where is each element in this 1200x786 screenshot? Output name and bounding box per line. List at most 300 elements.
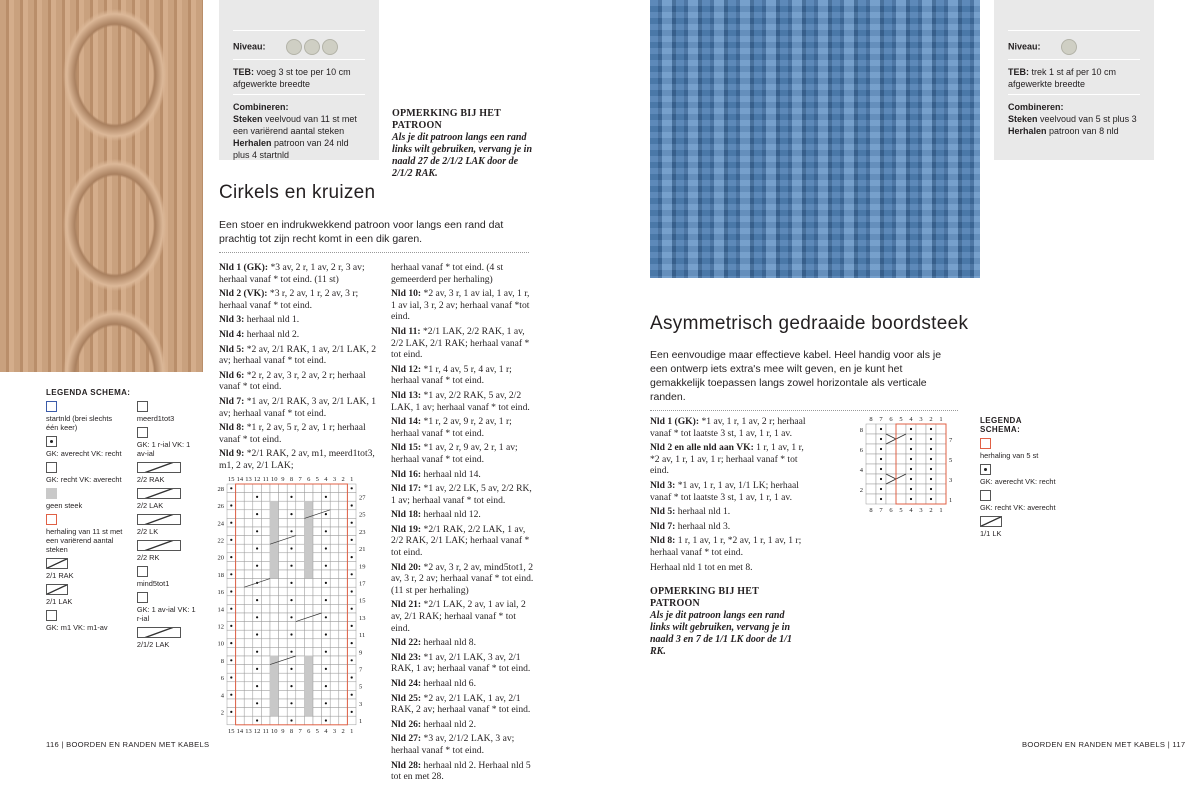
instruction-row: [650, 442, 810, 477]
chart-cell: [261, 570, 270, 579]
chart-cell: [304, 501, 313, 510]
row-label: Nld 27:: [391, 733, 422, 745]
purl-dot: [930, 438, 932, 440]
chart-cell: [270, 544, 279, 553]
column-number: 4: [909, 507, 913, 514]
chart-cell: [261, 716, 270, 725]
chart-cell: [313, 544, 322, 553]
chart-cell: [886, 474, 896, 484]
page-footer-left: 116 | BOORDEN EN RANDEN MET KABELS: [46, 740, 210, 749]
column-number: 3: [332, 727, 337, 735]
purl-dot: [325, 633, 327, 635]
purl-dot: [290, 530, 292, 532]
chart-cell: [253, 553, 262, 562]
purl-dot: [256, 668, 258, 670]
chart-cell: [236, 484, 245, 493]
chart-cell: [279, 484, 288, 493]
chart-cell: [279, 708, 288, 717]
chart-cell: [339, 518, 348, 527]
chart-cell: [236, 527, 245, 536]
legend-text: 2/2 RAK: [136, 475, 165, 484]
chart-cell: [296, 596, 305, 605]
purl-dot: [325, 565, 327, 567]
purl-dot: [290, 582, 292, 584]
purl-dot: [290, 565, 292, 567]
chart-cell: [244, 613, 253, 622]
level-dot-icon: [1061, 39, 1077, 55]
column-number: 15: [228, 727, 235, 735]
legend-item: [980, 516, 1060, 538]
instruction-row: [391, 760, 536, 783]
chart-cell: [270, 613, 279, 622]
row-number: 1: [359, 718, 363, 726]
legend-item: [137, 401, 196, 423]
cable-rib-photo-blue: [650, 0, 980, 278]
column-number: 2: [341, 476, 345, 483]
row-text: *1 av, 2 r, 9 av, 2 r, 1 av; herhaal vanaf * tot eind.: [391, 442, 518, 465]
chart-cell: [896, 444, 906, 454]
chart-cell: [236, 716, 245, 725]
chart-cell: [304, 622, 313, 631]
chart-cell: [330, 544, 339, 553]
row-text: herhaal nld 1.: [675, 506, 731, 518]
row-text: *1 r, 2 av, 5 r, 2 av, 1 r; herhaal vanaf * tot eind.: [219, 422, 366, 445]
chart-cell: [866, 474, 876, 484]
chart-cell: [330, 708, 339, 717]
chart-cell: [261, 613, 270, 622]
purl-dot: [256, 633, 258, 635]
purl-dot: [351, 556, 353, 558]
chart-cell: [347, 544, 356, 553]
level-dot-icon: [304, 39, 320, 55]
pattern-title-left: Cirkels en kruizen: [219, 182, 376, 203]
chart-cell: [287, 708, 296, 717]
chart-cell: [244, 708, 253, 717]
make-one-icon: [46, 610, 57, 621]
chart-cell: [886, 494, 896, 504]
chart-cell: [916, 464, 926, 474]
row-label: Nld 26:: [391, 718, 422, 730]
purl-dot: [930, 428, 932, 430]
purl-dot: [880, 498, 882, 500]
chart-cell: [339, 716, 348, 725]
legend-item: [980, 464, 1060, 486]
chart-cell: [279, 544, 288, 553]
chart-cell: [313, 630, 322, 639]
purl-dot: [290, 496, 292, 498]
pattern-info-box-left: [219, 0, 379, 160]
legend-text: mind5tot1: [136, 579, 170, 588]
chart-cell: [287, 673, 296, 682]
chart-cell: [253, 501, 262, 510]
chart-cell: [313, 673, 322, 682]
chart-cell: [916, 474, 926, 484]
chart-cell: [253, 673, 262, 682]
chart-cell: [339, 544, 348, 553]
knit-square-icon: [46, 462, 57, 473]
row-number: 20: [217, 554, 224, 562]
chart-cell: [270, 527, 279, 536]
chart-cell: [279, 699, 288, 708]
legend-text: startnld (brei slechts één keer): [46, 414, 113, 432]
row-number: 1: [949, 497, 953, 504]
purl-dot: [256, 719, 258, 721]
purl-dot-icon: [46, 436, 57, 447]
page-footer-right: BOORDEN EN RANDEN MET KABELS | 117: [1022, 740, 1186, 749]
chart-cell: [287, 553, 296, 562]
purl-dot: [910, 468, 912, 470]
instruction-row: [391, 326, 536, 361]
chart-cell: [313, 647, 322, 656]
chart-cell: [253, 639, 262, 648]
legend-item: [980, 438, 1060, 460]
instruction-row: [219, 422, 379, 445]
chart-cell: [236, 656, 245, 665]
chart-cell: [296, 647, 305, 656]
row-text: *1 av, 2/2 RAK, 5 av, 2/2 LAK, 1 av; herhaal vanaf * tot eind.: [391, 389, 530, 413]
instruction-row: [391, 524, 536, 559]
chart-cell: [261, 630, 270, 639]
instruction-row: [391, 262, 536, 285]
purl-dot: [351, 504, 353, 506]
chart-cell: [244, 553, 253, 562]
instruction-row: [650, 562, 810, 574]
purl-dot: [230, 590, 232, 592]
row-label: Nld 8:: [650, 535, 676, 547]
row-number: 13: [359, 614, 366, 622]
row-number: 8: [220, 657, 224, 665]
chart-cell: [287, 622, 296, 631]
herhalen-label: Herhalen: [233, 138, 272, 148]
legend-item: [46, 436, 125, 458]
instruction-row: [219, 370, 379, 393]
knitting-chart-right: [846, 412, 966, 522]
chart-cell: [296, 484, 305, 493]
column-number: 13: [245, 727, 252, 735]
purl-dot: [351, 625, 353, 627]
chart-cell: [244, 536, 253, 545]
purl-dot: [930, 468, 932, 470]
purl-dot: [256, 496, 258, 498]
chart-cell: [936, 424, 946, 434]
chart-cell: [227, 682, 236, 691]
cable-2-2-lak-icon: [137, 488, 181, 499]
column-number: 15: [228, 476, 235, 483]
chart-cell: [304, 536, 313, 545]
chart-cell: [304, 484, 313, 493]
purl-dot: [930, 478, 932, 480]
legend-text: geen steek: [46, 501, 83, 510]
chart-cell: [330, 518, 339, 527]
row-label: Nld 2 en alle nld aan VK:: [650, 442, 754, 454]
chart-cell: [261, 596, 270, 605]
column-number: 7: [879, 416, 883, 423]
purl-dot-icon: [980, 464, 991, 475]
chart-cell: [236, 587, 245, 596]
chart-cell: [322, 656, 331, 665]
purl-dot: [325, 616, 327, 618]
column-number: 2: [929, 507, 933, 514]
chart-cell: [313, 690, 322, 699]
chart-cell: [886, 464, 896, 474]
chart-cell: [296, 510, 305, 519]
row-label: Nld 1 (GK):: [650, 416, 700, 427]
purl-dot: [290, 685, 292, 687]
chart-cell: [339, 579, 348, 588]
row-text: herhaal nld 14.: [421, 468, 481, 480]
chart-cell: [304, 561, 313, 570]
chart-cell: [296, 501, 305, 510]
column-number: 8: [289, 727, 294, 735]
chart-cell: [330, 527, 339, 536]
cable-2-1-lak-icon: [46, 584, 68, 595]
chart-cell: [287, 518, 296, 527]
row-text: *2/1 LAK, 2/2 RAK, 1 av, 2/2 LAK, 2/1 RAK; herhaal vanaf * tot eind.: [391, 325, 530, 361]
legend-item: [137, 488, 196, 510]
chart-cell: [916, 444, 926, 454]
cable-2-2-lk-icon: [137, 514, 181, 525]
purl-dot: [256, 565, 258, 567]
instruction-row: [650, 480, 810, 503]
legend-text: herhaling van 5 st: [980, 451, 1039, 460]
column-number: 3: [919, 507, 923, 514]
row-number: 5: [359, 683, 363, 691]
chart-cell: [270, 647, 279, 656]
legend-item: [137, 514, 196, 536]
purl-dot: [290, 616, 292, 618]
chart-cell: [279, 561, 288, 570]
legend-item: [137, 592, 196, 623]
chart-cell: [236, 604, 245, 613]
instruction-row: [219, 344, 379, 367]
chart-cell: [296, 518, 305, 527]
instruction-row: [391, 288, 536, 323]
purl-dot: [230, 487, 232, 489]
row-text: Herhaal nld 1 tot en met 8.: [650, 561, 753, 573]
purl-dot: [290, 633, 292, 635]
chart-cell: [244, 647, 253, 656]
chart-cell: [227, 716, 236, 725]
row-text: *2/1 RAK, 2 av, m1, meerd1tot3, m1, 2 av, 2/1 LAK;: [219, 448, 375, 471]
chart-cell: [313, 699, 322, 708]
chart-cell: [244, 690, 253, 699]
chart-cell: [886, 434, 896, 444]
chart-cell: [296, 493, 305, 502]
chart-cell: [279, 527, 288, 536]
purl-dot: [256, 616, 258, 618]
row-label: Nld 7:: [219, 395, 245, 407]
row-label: Nld 25:: [391, 692, 422, 704]
chart-cell: [244, 682, 253, 691]
row-text: 1 r, 1 av, 1 r, *2 av, 1 r, 1 av, 1 r; herhaal vanaf * tot eind.: [650, 535, 802, 558]
instruction-row: [650, 416, 810, 439]
chart-cell: [244, 604, 253, 613]
legend-title: LEGENDA SCHEMA:: [980, 416, 1022, 434]
purl-dot: [230, 711, 232, 713]
cable-2-1-2-lak-icon: [137, 627, 181, 638]
purl-dot: [351, 539, 353, 541]
row-label: Nld 3:: [219, 314, 245, 326]
chart-cell: [236, 544, 245, 553]
pattern-note-left: [392, 108, 537, 180]
chart-cell: [304, 596, 313, 605]
chart-cell: [270, 484, 279, 493]
row-label: Nld 11:: [391, 325, 421, 337]
column-number: 4: [324, 476, 328, 483]
chart-cell: [261, 510, 270, 519]
row-label: Nld 19:: [391, 523, 422, 535]
purl-dot: [325, 719, 327, 721]
chart-cell: [261, 518, 270, 527]
chart-cell: [296, 630, 305, 639]
chart-cell: [261, 536, 270, 545]
instruction-row: [391, 390, 536, 413]
chart-cell: [330, 639, 339, 648]
chart-cell: [330, 561, 339, 570]
column-number: 8: [289, 476, 294, 483]
chart-cell: [339, 656, 348, 665]
row-text: herhaal vanaf * tot eind. (4 st gemeerderd per herhaling): [391, 262, 504, 285]
row-label: Nld 5:: [650, 506, 676, 518]
chart-cell: [236, 536, 245, 545]
cable-knit-photo-beige: [0, 0, 203, 372]
chart-cell: [322, 622, 331, 631]
chart-cell: [244, 484, 253, 493]
column-number: 6: [307, 727, 311, 735]
chart-cell: [244, 570, 253, 579]
chart-cell: [261, 656, 270, 665]
row-label: Nld 8:: [219, 422, 245, 434]
column-number: 3: [332, 476, 337, 483]
chart-cell: [244, 665, 253, 674]
level-dot-icon: [286, 39, 302, 55]
chart-cell: [279, 570, 288, 579]
chart-cell: [896, 494, 906, 504]
column-number: 5: [899, 507, 903, 514]
chart-cell: [896, 484, 906, 494]
chart-cell: [304, 604, 313, 613]
row-number: 22: [217, 537, 224, 545]
chart-cell: [270, 570, 279, 579]
chart-cell: [296, 527, 305, 536]
chart-cell: [296, 673, 305, 682]
chart-cell: [236, 596, 245, 605]
chart-cell: [339, 708, 348, 717]
chart-cell: [296, 716, 305, 725]
legend-item: [46, 558, 125, 580]
column-number: 7: [298, 476, 302, 483]
purl-dot: [256, 530, 258, 532]
instruction-row: [219, 314, 379, 326]
purl-dot: [910, 428, 912, 430]
chart-cell: [313, 570, 322, 579]
chart-cell: [227, 665, 236, 674]
chart-cell: [279, 518, 288, 527]
pattern-note-right: [650, 586, 800, 658]
chart-cell: [270, 518, 279, 527]
legend-item: [46, 488, 125, 510]
chart-cell: [261, 622, 270, 631]
chart-cell: [330, 536, 339, 545]
purl-dot: [910, 458, 912, 460]
instruction-row: [391, 637, 536, 649]
row-text: herhaal nld 2. Herhaal nld 5 tot en met 28.: [391, 759, 531, 783]
chart-cell: [296, 682, 305, 691]
instruction-row: [391, 509, 536, 521]
purl-dot: [325, 668, 327, 670]
chart-cell: [261, 527, 270, 536]
row-number: 25: [359, 511, 366, 519]
chart-cell: [227, 510, 236, 519]
chart-cell: [339, 596, 348, 605]
chart-cell: [296, 639, 305, 648]
chart-cell: [322, 484, 331, 493]
chart-cell: [279, 639, 288, 648]
chart-legend-right: [980, 416, 1060, 541]
column-number: 8: [869, 507, 873, 514]
chart-cell: [261, 690, 270, 699]
chart-cell: [866, 424, 876, 434]
chart-cell: [287, 690, 296, 699]
chart-cell: [270, 622, 279, 631]
chart-cell: [330, 501, 339, 510]
chart-cell: [330, 484, 339, 493]
chart-cell: [261, 647, 270, 656]
chart-cell: [253, 570, 262, 579]
chart-cell: [322, 587, 331, 596]
row-text: *1 av, 1 r, 1 av, 2 r; herhaal vanaf * tot laatste 3 st, 1 av, 1 r, 1 av.: [650, 416, 806, 439]
column-number: 14: [236, 727, 244, 735]
chart-cell: [347, 665, 356, 674]
row-number: 27: [359, 494, 366, 502]
row-text: *2 av, 2/1 LAK, 1 av, 2/1 RAK, 2 av; herhaal vanaf * tot eind.: [391, 692, 531, 716]
chart-cell: [936, 484, 946, 494]
instruction-row: [391, 364, 536, 387]
row-text: *2 av, 3 r, 1 av ial, 1 av, 1 r, 1 av ial, 3 r, 2 av; herhaal vanaf *tot eind.: [391, 288, 530, 323]
chart-cell: [339, 639, 348, 648]
chart-cell: [304, 630, 313, 639]
chart-cell: [330, 656, 339, 665]
instruction-row: [219, 448, 379, 471]
chart-cell: [339, 484, 348, 493]
chart-cell: [339, 699, 348, 708]
column-number: 1: [350, 476, 354, 483]
column-number: 1: [350, 727, 354, 735]
chart-cell: [866, 454, 876, 464]
row-number: 26: [217, 503, 224, 511]
chart-cell: [330, 716, 339, 725]
chart-cell: [261, 639, 270, 648]
chart-cell: [227, 527, 236, 536]
chart-cell: [330, 690, 339, 699]
chart-cell: [313, 587, 322, 596]
chart-cell: [253, 656, 262, 665]
chart-cell: [304, 690, 313, 699]
knitting-chart-left: [215, 474, 373, 735]
chart-cell: [227, 544, 236, 553]
row-text: *1 av, 2/2 LK, 5 av, 2/2 RK, 1 av; herhaal vanaf * tot eind.: [391, 483, 532, 506]
chart-cell: [227, 493, 236, 502]
chart-cell: [330, 579, 339, 588]
row-text: herhaal nld 12.: [421, 509, 481, 521]
row-text: *2 av, 2/1 RAK, 1 av, 2/1 LAK, 2 av; herhaal vanaf * tot eind.: [219, 343, 377, 367]
chart-cell: [279, 553, 288, 562]
row-label: Nld 12:: [391, 363, 422, 375]
chart-cell: [279, 604, 288, 613]
chart-cell: [339, 647, 348, 656]
chart-cell: [330, 587, 339, 596]
column-number: 9: [281, 476, 285, 483]
